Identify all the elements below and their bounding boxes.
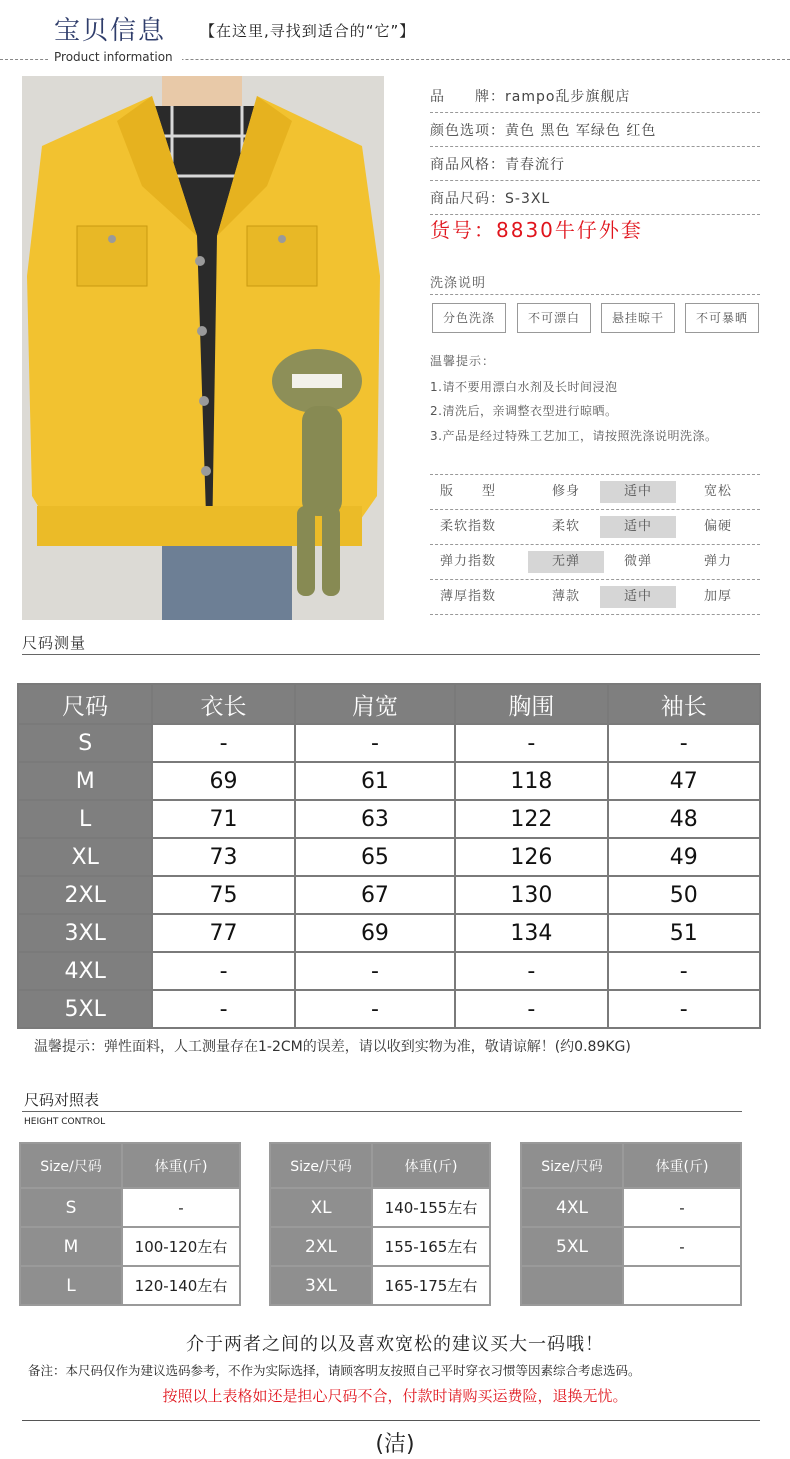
index-option: 弹力 (703, 554, 732, 569)
index-row (430, 580, 760, 615)
measure-cell: - (608, 724, 760, 762)
info-brand: 品 牌：rampo乱步旗舰店 (430, 82, 760, 113)
header-size: Size/尺码 (521, 1143, 623, 1188)
index-option: 修身 (551, 484, 580, 499)
height-control-title: 尺码对照表 (24, 1091, 100, 1109)
size-cell: 2XL (18, 876, 152, 914)
size-cell: S (18, 724, 152, 762)
header-size: Size/尺码 (270, 1143, 372, 1188)
wash-label: 悬挂晾干 (601, 303, 675, 333)
header-subtitle: Product information (54, 50, 173, 64)
reference-size (521, 1266, 623, 1305)
reference-row (521, 1227, 741, 1266)
reference-size: 2XL (270, 1227, 372, 1266)
reference-row (270, 1227, 490, 1266)
footer-mark: (洁) (375, 1432, 415, 1457)
insurance-note: 按照以上表格如还是担心尺码不合，付款时请购买运费险，退换无忧。 (162, 1387, 628, 1405)
measure-cell: - (295, 952, 455, 990)
index-option-selected: 适中 (600, 481, 676, 503)
reference-size: M (20, 1227, 122, 1266)
size-cell: L (18, 800, 152, 838)
reference-size: 4XL (521, 1188, 623, 1227)
reference-size: S (20, 1188, 122, 1227)
reference-size: 3XL (270, 1266, 372, 1305)
weight-reference-table (520, 1142, 742, 1306)
index-row (430, 510, 760, 545)
measure-cell: 50 (608, 876, 760, 914)
measure-cell: 130 (455, 876, 607, 914)
reference-size: XL (270, 1188, 372, 1227)
reference-row (20, 1188, 240, 1227)
size-row (18, 724, 760, 762)
reference-weight: 120-140左右 (122, 1266, 240, 1305)
title-part1: 宝贝 (54, 16, 111, 46)
reference-weight: - (623, 1227, 741, 1266)
index-option: 薄款 (551, 589, 580, 604)
weight-reference-table (19, 1142, 241, 1306)
index-row (430, 475, 760, 510)
index-option: 微弹 (623, 554, 652, 569)
reference-weight: 165-175左右 (372, 1266, 490, 1305)
size-cell: M (18, 762, 152, 800)
info-style: 商品风格：青春流行 (430, 150, 760, 181)
wash-label: 不可漂白 (517, 303, 591, 333)
measure-cell: 118 (455, 762, 607, 800)
reference-header (521, 1143, 741, 1188)
measure-cell: 67 (295, 876, 455, 914)
measure-cell: - (152, 990, 294, 1028)
reference-weight: 100-120左右 (122, 1227, 240, 1266)
reference-row (270, 1188, 490, 1227)
height-control-subtitle: HEIGHT CONTROL (24, 1117, 106, 1127)
measure-cell: 51 (608, 914, 760, 952)
size-row (18, 990, 760, 1028)
wash-title: 洗涤说明 (430, 276, 487, 291)
measure-cell: - (295, 724, 455, 762)
index-label: 薄厚指数 (439, 589, 496, 604)
index-option: 柔软 (551, 519, 580, 534)
measure-cell: 77 (152, 914, 294, 952)
measure-cell: - (152, 952, 294, 990)
index-option: 宽松 (703, 484, 732, 499)
size-cell: 5XL (18, 990, 152, 1028)
measure-cell: - (455, 724, 607, 762)
size-measure-title: 尺码测量 (22, 634, 87, 652)
header-size: Size/尺码 (20, 1143, 122, 1188)
index-row (430, 545, 760, 580)
reference-header (270, 1143, 490, 1188)
reference-size: 5XL (521, 1227, 623, 1266)
tips-title: 温馨提示： (430, 354, 496, 368)
size-table (17, 683, 761, 1029)
item-number: 货号：8830牛仔外套 (430, 218, 643, 242)
index-label: 弹力指数 (439, 554, 496, 569)
reference-row (20, 1266, 240, 1305)
header-cell: 尺码 (18, 684, 152, 724)
measure-cell: - (455, 990, 607, 1028)
reference-weight: 155-165左右 (372, 1227, 490, 1266)
title-part2: 信息 (110, 16, 167, 46)
reference-row (270, 1266, 490, 1305)
wash-label: 不可暴晒 (685, 303, 759, 333)
header-cell: 袖长 (608, 684, 760, 724)
measure-cell: - (455, 952, 607, 990)
measure-cell: 63 (295, 800, 455, 838)
measure-cell: - (608, 990, 760, 1028)
index-label: 柔软指数 (439, 519, 496, 534)
tip-line: 1.请不要用漂白水剂及长时间浸泡 (430, 380, 618, 394)
reference-weight: 140-155左右 (372, 1188, 490, 1227)
height-control-divider (22, 1111, 742, 1112)
weight-reference-table (269, 1142, 491, 1306)
measure-cell: 134 (455, 914, 607, 952)
jacket-illustration (22, 76, 384, 620)
remark-note: 备注：本尺码仅作为建议选码参考，不作为实际选择，请顾客明友按照自己平时穿衣习惯等因素综合考虑选码。 (28, 1363, 641, 1378)
size-row (18, 914, 760, 952)
size-row (18, 838, 760, 876)
info-sizes: 商品尺码：S-3XL (430, 184, 760, 215)
index-option: 偏硬 (703, 519, 732, 534)
size-row (18, 952, 760, 990)
size-cell: XL (18, 838, 152, 876)
index-label: 版 型 (439, 484, 496, 499)
index-option-selected: 适中 (600, 586, 676, 608)
reference-weight (623, 1266, 741, 1305)
reference-row (20, 1227, 240, 1266)
advice-note: 介于两者之间的以及喜欢宽松的建议买大一码哦！ (186, 1334, 604, 1355)
measure-cell: - (295, 990, 455, 1028)
reference-weight: - (122, 1188, 240, 1227)
measure-cell: 65 (295, 838, 455, 876)
reference-header (20, 1143, 240, 1188)
header-cell: 胸围 (455, 684, 607, 724)
size-row (18, 876, 760, 914)
measure-cell: 48 (608, 800, 760, 838)
header-cell: 肩宽 (295, 684, 455, 724)
header-weight: 体重(斤) (372, 1143, 490, 1188)
measure-cell: 71 (152, 800, 294, 838)
page-title (54, 10, 166, 47)
info-colors: 颜色选项：黄色 黑色 军绿色 红色 (430, 116, 760, 147)
size-row (18, 800, 760, 838)
reference-size: L (20, 1266, 122, 1305)
measure-cell: - (152, 724, 294, 762)
size-measure-divider (22, 654, 760, 655)
header-cell: 衣长 (152, 684, 294, 724)
measure-cell: 61 (295, 762, 455, 800)
reference-row (521, 1266, 741, 1305)
tip-line: 2.清洗后，亲调整衣型进行晾晒。 (430, 404, 618, 418)
reference-weight: - (623, 1188, 741, 1227)
footer-divider (22, 1420, 760, 1421)
measure-cell: 49 (608, 838, 760, 876)
measure-cell: 75 (152, 876, 294, 914)
reference-row (521, 1188, 741, 1227)
index-option: 加厚 (703, 589, 732, 604)
index-option-selected: 无弹 (528, 551, 604, 573)
size-row (18, 762, 760, 800)
wash-label: 分色洗涤 (432, 303, 506, 333)
measure-cell: 69 (295, 914, 455, 952)
product-photo (22, 76, 384, 620)
size-note: 温馨提示：弹性面料，人工测量存在1-2CM的误差，请以收到实物为准，敬请谅解！(约0.89KG) (34, 1039, 631, 1055)
measure-cell: 126 (455, 838, 607, 876)
measure-cell: 73 (152, 838, 294, 876)
wash-divider (430, 294, 760, 295)
size-cell: 4XL (18, 952, 152, 990)
measure-cell: 69 (152, 762, 294, 800)
measure-cell: 47 (608, 762, 760, 800)
header-weight: 体重(斤) (623, 1143, 741, 1188)
tip-line: 3.产品是经过特殊工艺加工，请按照洗涤说明洗涤。 (430, 429, 718, 443)
size-table-header (18, 684, 760, 724)
index-option-selected: 适中 (600, 516, 676, 538)
header-slogan: 【在这里,寻找到适合的“它”】 (200, 22, 416, 40)
measure-cell: - (608, 952, 760, 990)
header-weight: 体重(斤) (122, 1143, 240, 1188)
measure-cell: 122 (455, 800, 607, 838)
size-cell: 3XL (18, 914, 152, 952)
